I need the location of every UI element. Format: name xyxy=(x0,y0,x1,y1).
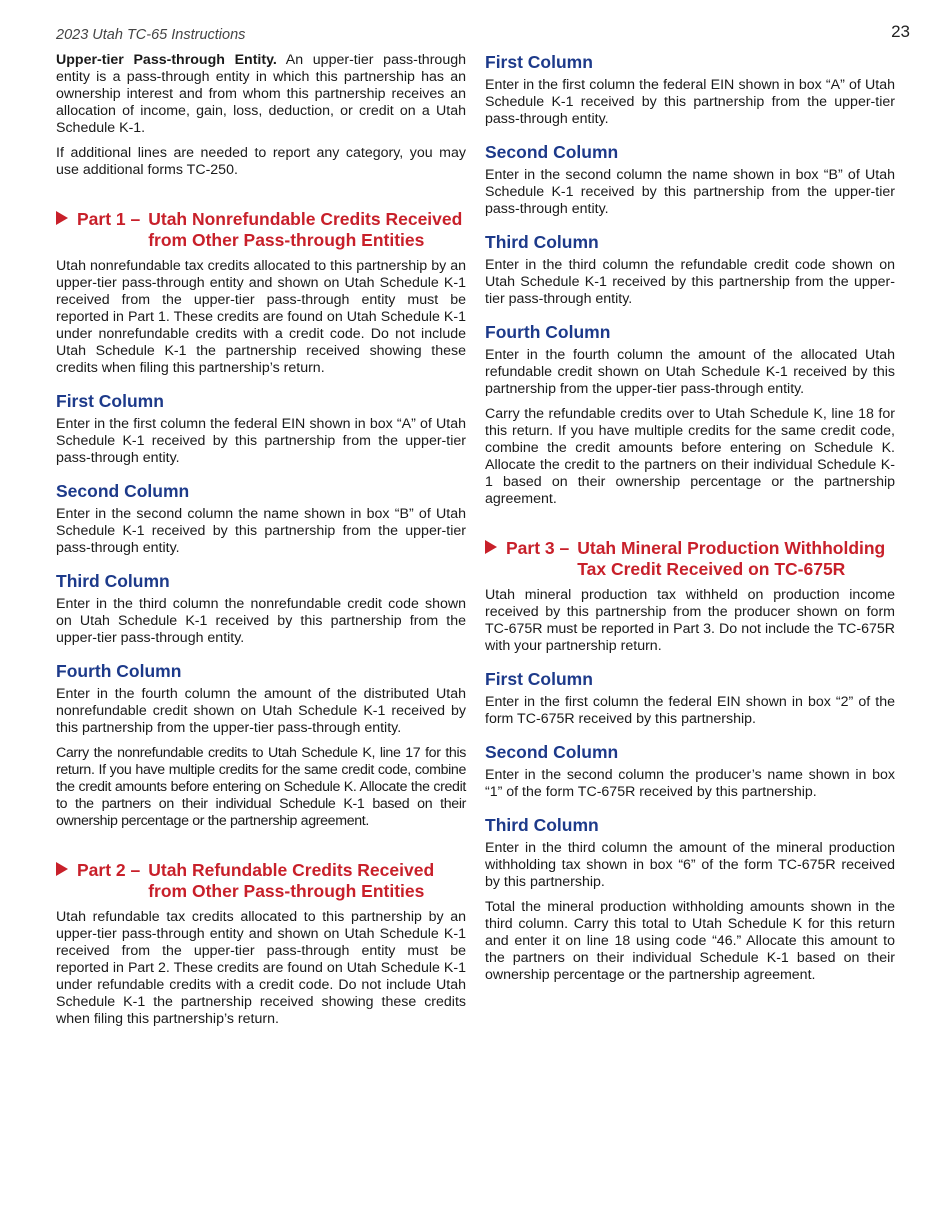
part3-title: Utah Mineral Production Withholding Tax Credit Received on TC-675R xyxy=(577,538,886,579)
part3-heading xyxy=(485,538,895,579)
part2-fourth-column-text: Enter in the fourth column the amount of the allocated Utah refundable credit shown on Utah Schedule K-1 received by this partnership from the upper-tier pass-through entity. xyxy=(485,347,895,397)
part1-heading xyxy=(56,209,466,250)
triangle-right-icon xyxy=(56,211,68,225)
triangle-right-icon xyxy=(56,862,68,876)
part1-third-column-heading: Third Column xyxy=(56,571,170,591)
additional-forms-note: If additional lines are needed to report any category, you may use additional forms TC-250. xyxy=(56,145,466,178)
part2-carry-text: Carry the refundable credits over to Utah Schedule K, line 18 for this return. If you have multiple credits for the same credit code, combine the credit amounts before entering on Schedule K. Allocate the credit to the partners on their individual Schedule K-1 based on their ownership percentage or the partnership agreement. xyxy=(485,406,895,507)
part1-second-column-heading: Second Column xyxy=(56,481,190,501)
triangle-right-icon xyxy=(485,540,497,554)
right-column xyxy=(485,52,895,992)
part1-title: Utah Nonrefundable Credits Received from Other Pass-through Entities xyxy=(148,209,463,250)
part3-total-text: Total the mineral production withholding amounts shown in the third column. Carry this total to Utah Schedule K for this return and enter it on line 18 using code “46.” Allocate this amount to the partners on their individual Schedule K-1 based on their ownership percentage or the partnership agreement. xyxy=(485,899,895,983)
part3-intro: Utah mineral production tax withheld on production income received by this partnership from the producer shown on form TC-675R must be reported in Part 3. Do not include the TC-675R with your partnership return. xyxy=(485,587,895,654)
left-column xyxy=(56,52,466,1036)
part3-number: Part 3 – xyxy=(506,538,570,558)
part2-title: Utah Refundable Credits Received from Other Pass-through Entities xyxy=(148,860,435,901)
part1-second-column-text: Enter in the second column the name shown in box “B” of Utah Schedule K-1 received by this partnership from the upper-tier pass-through entity. xyxy=(56,506,466,556)
part3-third-column-text: Enter in the third column the amount of the mineral production withholding tax shown in box “6” of the form TC-675R received by this partnership. xyxy=(485,840,895,890)
part1-third-column-text: Enter in the third column the nonrefundable credit code shown on Utah Schedule K-1 received by this partnership from the upper-tier pass-through entity. xyxy=(56,596,466,646)
part2-third-column-text: Enter in the third column the refundable credit code shown on Utah Schedule K-1 received by this partnership from the upper-tier pass-through entity. xyxy=(485,257,895,307)
part2-second-column-text: Enter in the second column the name shown in box “B” of Utah Schedule K-1 received by this partnership from the upper-tier pass-through entity. xyxy=(485,167,895,217)
part1-fourth-column-heading: Fourth Column xyxy=(56,661,182,681)
part1-first-column-text: Enter in the first column the federal EIN shown in box “A” of Utah Schedule K-1 received by this partnership from the upper-tier pass-through entity. xyxy=(56,416,466,466)
part3-second-column-text: Enter in the second column the producer’s name shown in box “1” of the form TC-675R received by this partnership. xyxy=(485,767,895,800)
part3-third-column-heading: Third Column xyxy=(485,815,599,835)
page-header-title: 2023 Utah TC-65 Instructions xyxy=(56,27,246,43)
part3-second-column-heading: Second Column xyxy=(485,742,619,762)
part2-intro: Utah refundable tax credits allocated to this partnership by an upper-tier pass-through entity and shown on Utah Schedule K-1 received from the upper-tier pass-through entity must be reported in Part 2. These credits are found on Utah Schedule K-1 under refundable credits with a credit code. Do not include Utah Schedule K-1 the partnership received showing these credits when filing this partnership’s return. xyxy=(56,909,466,1027)
part3-first-column-text: Enter in the first column the federal EIN shown in box “2” of the form TC-675R received by this partnership. xyxy=(485,694,895,727)
part2-fourth-column-heading: Fourth Column xyxy=(485,322,611,342)
intro-text: An upper-tier pass-through entity is a pass-through entity in which this partnership has an ownership interest and from whom this partnership receives an allocation of income, gain, loss, deduction, or credit on a Utah Schedule K-1. xyxy=(56,52,466,136)
part2-second-column-heading: Second Column xyxy=(485,142,619,162)
part2-number: Part 2 – xyxy=(77,860,141,880)
part2-third-column-heading: Third Column xyxy=(485,232,599,252)
part1-number: Part 1 – xyxy=(77,209,141,229)
part1-first-column-heading: First Column xyxy=(56,391,164,411)
part3-first-column-heading: First Column xyxy=(485,669,593,689)
part1-intro: Utah nonrefundable tax credits allocated to this partnership by an upper-tier pass-through entity and shown on Utah Schedule K-1 received from the upper-tier pass-through entity must be reported in Part 1. These credits are found on Utah Schedule K-1 under nonrefundable credits with a credit code. Do not include Utah Schedule K-1 the partnership received showing these credits when filing this partnership’s return. xyxy=(56,258,466,376)
part2-first-column-heading: First Column xyxy=(485,52,593,72)
page-number: 23 xyxy=(891,22,910,41)
part1-fourth-column-text: Enter in the fourth column the amount of the distributed Utah nonrefundable credit shown on Utah Schedule K-1 received by this partnership from the upper-tier pass-through entity. xyxy=(56,686,466,736)
intro-lead: Upper-tier Pass-through Entity. xyxy=(56,52,277,68)
part2-first-column-text: Enter in the first column the federal EIN shown in box “A” of Utah Schedule K-1 received by this partnership from the upper-tier pass-through entity. xyxy=(485,77,895,127)
part1-carry-text: Carry the nonrefundable credits to Utah Schedule K, line 17 for this return. If you have multiple credits for the same credit code, combine the credit amounts before entering on Schedule K. Allocate the credit to the partners on their individual Schedule K-1 based on their ownership percentage or the partnership agreement. xyxy=(56,745,466,829)
part2-heading xyxy=(56,860,466,901)
intro-paragraph xyxy=(56,52,466,137)
